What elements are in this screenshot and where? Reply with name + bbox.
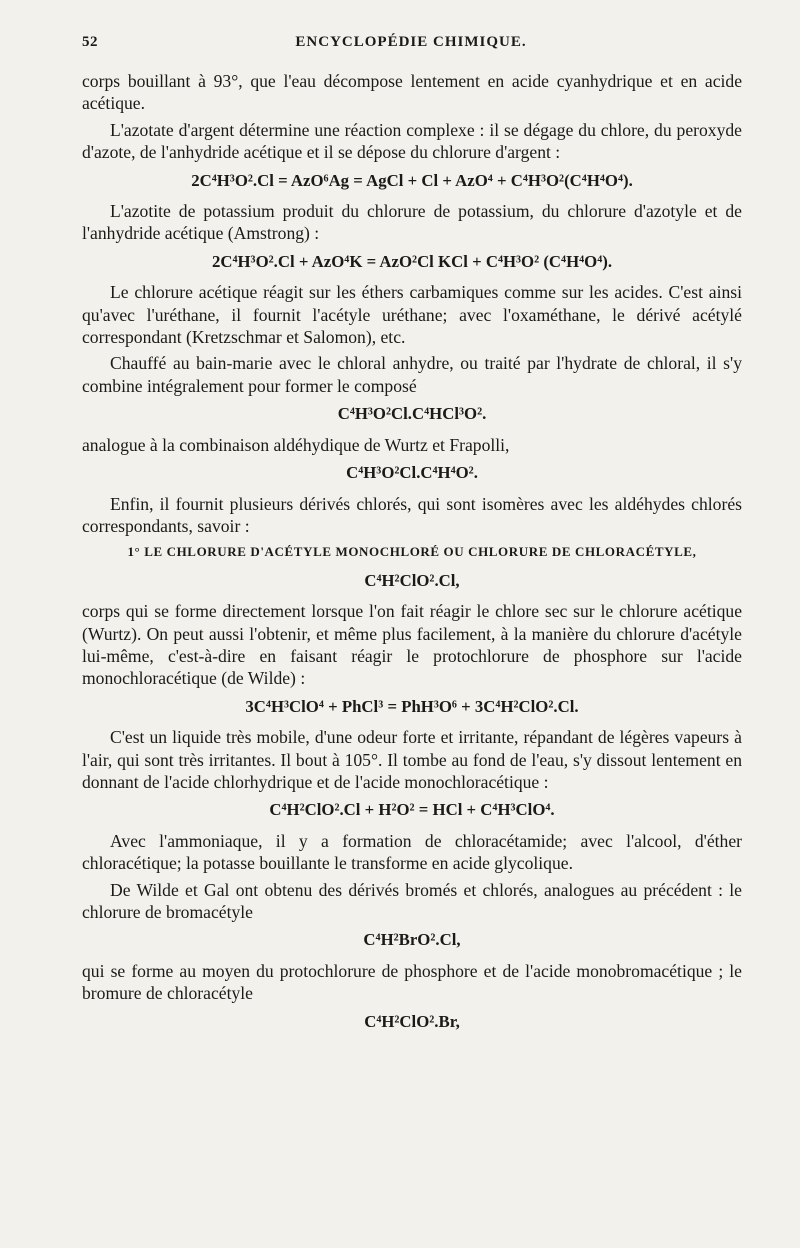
body-text: [82, 70, 742, 1041]
paragraph: De Wilde et Gal ont obtenu des dérivés bromés et chlorés, analogues au précédent : le chlorure de bromacétyle: [82, 879, 742, 922]
chemical-formula: C⁴H²ClO².Cl,: [364, 570, 460, 590]
paragraph: L'azotate d'argent détermine une réaction complexe : il se dégage du chlore, du peroxyde d'azote, de l'anhydride acétique et il se dépose du chlorure d'argent :: [82, 119, 742, 163]
paragraph: Le chlorure acétique réagit sur les éthers carbamiques comme sur les acides. C'est ainsi qu'avec l'uréthane, il fournit l'acétyle uréthane; avec l'oxaméthane, le dérivé acétylé correspondant (Kretzschmar et Salomon), etc.: [82, 282, 742, 348]
page-number: 52: [82, 34, 98, 50]
chemical-formula: 3C⁴H³ClO⁴ + PhCl³ = PhH³O⁶ + 3C⁴H²ClO².Cl.: [245, 696, 579, 716]
paragraph: Chauffé au bain-marie avec le chloral anhydre, ou traité par l'hydrate de chloral, il s'y combine intégralement pour former le composé: [82, 353, 742, 396]
paragraph: L'azotite de potassium produit du chlorure de potassium, du chlorure d'azotyle et de l'anhydride acétique (Amstrong) :: [82, 201, 742, 244]
page-header: [82, 34, 740, 58]
paragraph: Avec l'ammoniaque, il y a formation de chloracétamide; avec l'alcool, d'éther chloracétique; la potasse bouillante le transforme en acide glycolique.: [82, 830, 742, 874]
chemical-formula: C⁴H²BrO².Cl,: [363, 930, 461, 950]
paragraph: corps qui se forme directement lorsque l'on fait réagir le chlore sec sur le chlorure acétique (Wurtz). On peut aussi l'obtenir, et même plus facilement, à la manière du chlorure d'acétyle lui-même, c'est-à-dire en faisant réagir le protochlorure de phosphore sur l'acide monochloracétique (de Wilde) :: [82, 601, 742, 689]
chemical-formula: C⁴H³O²Cl.C⁴HCl³O².: [337, 404, 487, 424]
paragraph: qui se forme au moyen du protochlorure de phosphore et de l'acide monobromacétique ; le bromure de chloracétyle: [82, 960, 742, 1004]
paragraph: corps bouillant à 93°, que l'eau décompose lentement en acide cyanhydrique et en acide acétique.: [82, 71, 742, 114]
section-heading: 1° LE CHLORURE D'ACÉTYLE MONOCHLORÉ OU CHLORURE DE CHLORACÉTYLE,: [127, 544, 697, 560]
chemical-formula: C⁴H²ClO².Br,: [364, 1011, 460, 1031]
paragraph: Enfin, il fournit plusieurs dérivés chlorés, qui sont isomères avec les aldéhydes chlorés correspondants, savoir :: [82, 493, 742, 536]
chemical-formula: C⁴H²ClO².Cl + H²O² = HCl + C⁴H³ClO⁴.: [269, 800, 555, 820]
paragraph: analogue à la combinaison aldéhydique de Wurtz et Frapolli,: [82, 434, 510, 455]
running-title: ENCYCLOPÉDIE CHIMIQUE.: [295, 34, 527, 50]
chemical-formula: 2C⁴H³O².Cl = AzO⁶Ag = AgCl + Cl + AzO⁴ + C⁴H³O²(C⁴H⁴O⁴).: [191, 170, 633, 190]
chemical-formula: C⁴H³O²Cl.C⁴H⁴O².: [346, 463, 478, 483]
paragraph: C'est un liquide très mobile, d'une odeur forte et irritante, répandant de légères vapeurs à l'air, qui sont très irritantes. Il bout à 105°. Il tombe au fond de l'eau, s'y dissout lentement en donnant de l'acide chlorhydrique et de l'acide monochloracétique :: [82, 727, 742, 792]
chemical-formula: 2C⁴H³O².Cl + AzO⁴K = AzO²Cl KCl + C⁴H³O² (C⁴H⁴O⁴).: [211, 251, 613, 271]
